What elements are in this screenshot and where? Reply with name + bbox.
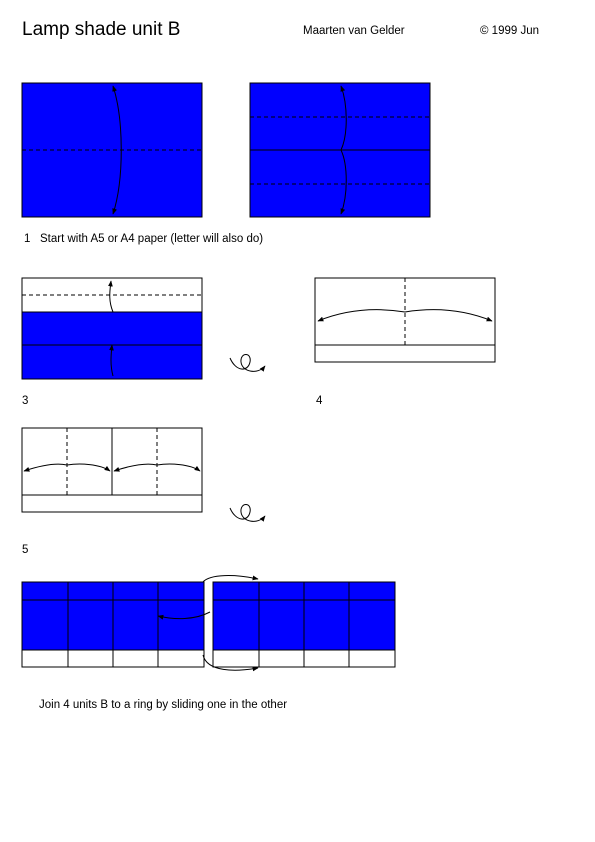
unit-right bbox=[213, 582, 395, 667]
step-4-paper bbox=[315, 278, 495, 362]
turn-over-icon bbox=[230, 505, 265, 522]
step-5-number: 5 bbox=[22, 544, 29, 556]
step-1-number: 1 bbox=[24, 233, 31, 245]
copyright-notice: © 1999 Jun bbox=[480, 25, 539, 37]
page-title: Lamp shade unit B bbox=[22, 19, 181, 40]
author-name: Maarten van Gelder bbox=[303, 25, 405, 37]
turn-over-icon bbox=[230, 355, 265, 372]
unit-left bbox=[22, 582, 204, 667]
step-1-text: Start with A5 or A4 paper (letter will also do) bbox=[40, 233, 264, 245]
step-1b-paper bbox=[250, 83, 430, 217]
step-3-paper bbox=[22, 278, 202, 379]
final-instruction: Join 4 units B to a ring by sliding one in the other bbox=[39, 699, 288, 711]
step-1a-paper bbox=[22, 83, 202, 217]
step-4-number: 4 bbox=[316, 395, 323, 407]
step-3-number: 3 bbox=[22, 395, 29, 407]
step-5-paper bbox=[22, 428, 202, 512]
